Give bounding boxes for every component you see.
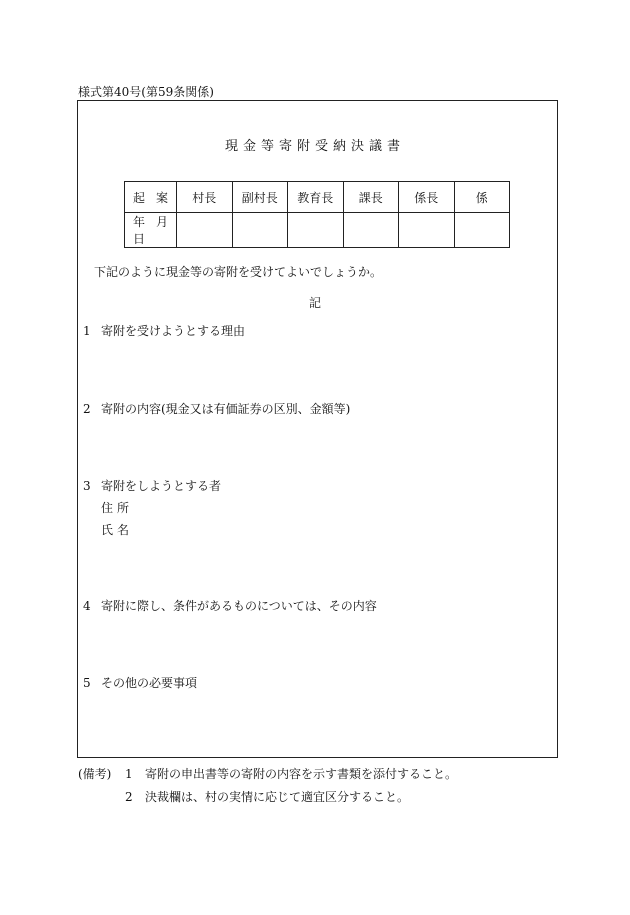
remarks-tag: (備考) (78, 767, 112, 781)
approval-table (124, 181, 510, 248)
item-reason (83, 322, 245, 339)
approval-stamp-staff[interactable] (454, 213, 510, 248)
item-label: その他の必要事項 (101, 676, 198, 690)
remarks-number: 2 (125, 790, 133, 804)
approval-cell-deputy-mayor: 副村長 (232, 182, 288, 213)
approval-cell-drafter: 起案 (125, 182, 177, 213)
item-number: 5 (83, 676, 91, 690)
approval-header-row (125, 182, 510, 213)
form-reference: 様式第40号(第59条関係) (78, 85, 214, 99)
approval-stamp-deputy-mayor[interactable] (232, 213, 288, 248)
approval-stamp-mayor[interactable] (177, 213, 233, 248)
remarks-number: 1 (125, 767, 133, 781)
item-number: 4 (83, 599, 91, 613)
item-number: 1 (83, 324, 91, 338)
item-number: 3 (83, 479, 91, 493)
item-label: 寄附に際し、条件があるものについては、その内容 (101, 599, 377, 613)
ki-heading: 記 (308, 296, 321, 310)
donor-address-label: 住所 (101, 501, 134, 515)
approval-date-row (125, 213, 510, 248)
approval-cell-staff: 係 (454, 182, 510, 213)
remarks-line-1 (78, 765, 457, 782)
approval-cell-mayor: 村長 (177, 182, 233, 213)
donor-name-label: 氏名 (101, 523, 134, 537)
item-content (83, 400, 350, 417)
item-label: 寄附をしようとする者 (101, 479, 222, 493)
approval-stamp-subsection-chief[interactable] (399, 213, 455, 248)
approval-date-label: 年月日 (125, 213, 177, 248)
approval-stamp-section-chief[interactable] (343, 213, 399, 248)
item-label: 寄附を受けようとする理由 (101, 324, 246, 338)
item-donor (83, 477, 221, 494)
item-label: 寄附の内容(現金又は有価証券の区別、金額等) (101, 402, 351, 416)
document-title: 現金等寄附受納決議書 (224, 139, 405, 154)
remarks-text: 寄附の申出書等の寄附の内容を示す書類を添付すること。 (145, 767, 458, 781)
intro-text: 下記のように現金等の寄附を受けてよいでしょうか。 (94, 265, 383, 279)
item-number: 2 (83, 402, 91, 416)
approval-cell-subsection-chief: 係長 (399, 182, 455, 213)
approval-stamp-superintendent[interactable] (288, 213, 344, 248)
item-other (83, 674, 197, 691)
item-conditions (83, 597, 377, 614)
remarks-line-2 (125, 788, 409, 805)
remarks-text: 決裁欄は、村の実情に応じて適宜区分すること。 (145, 790, 410, 804)
approval-cell-superintendent: 教育長 (288, 182, 344, 213)
approval-cell-section-chief: 課長 (343, 182, 399, 213)
